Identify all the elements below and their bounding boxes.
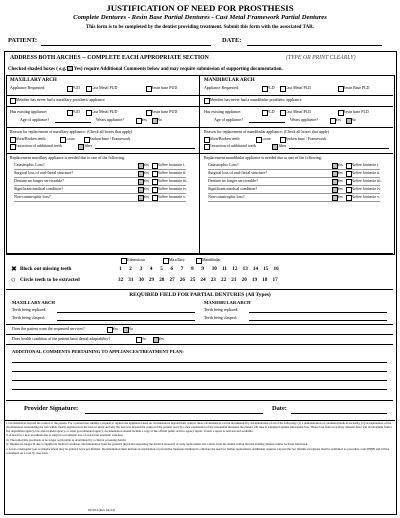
max-resin-base-label: Resin base PUD	[151, 85, 178, 90]
mand-question-4-yes-label: Yes	[337, 186, 343, 191]
max-other-field[interactable]	[95, 148, 195, 149]
mand-worn-label: Worn/Broken teeth	[209, 136, 240, 141]
max-question-2-footnote-ref: See footnote ii.	[162, 170, 187, 175]
max-broken-label: Broken base / Framework	[89, 136, 131, 141]
signature-field[interactable]	[85, 413, 263, 414]
max-clasped-field[interactable]	[57, 320, 195, 321]
mand-question-1-footnote-ref: See footnote i.	[356, 162, 380, 167]
arches-divider	[199, 75, 200, 253]
mand-question-4-label: Significant medical condition?	[208, 186, 258, 191]
tooth-32[interactable]: 32	[118, 277, 124, 283]
divider	[6, 289, 393, 290]
tooth-21[interactable]: 21	[231, 277, 237, 283]
mand-question-2-label: Surgical loss of oral-facial structure?	[208, 170, 268, 175]
mand-broken-label: Broken base / Framework	[285, 136, 327, 141]
tooth-6[interactable]: 6	[170, 266, 174, 272]
patient-field[interactable]	[41, 45, 211, 46]
mandibular-title: MANDIBULAR ARCH	[204, 78, 255, 83]
form-subtitle: Complete Dentures - Resin Base Partial Dentures - Cast Metal Framework Partial Dentures	[73, 14, 327, 21]
mand-never-had-label: Member has never had a mandibular prosthetic appliance	[210, 97, 302, 102]
tooth-23[interactable]: 23	[210, 277, 216, 283]
tooth-9[interactable]: 9	[201, 266, 204, 272]
max-question-4-label: Significant medical condition?	[14, 186, 64, 191]
tooth-25[interactable]: 25	[190, 277, 196, 283]
max-question-1-label: Catastrophic Loss?	[14, 162, 45, 167]
divider	[6, 400, 393, 401]
mand-existing-cast-label: Cast Metal PLD	[285, 109, 311, 114]
max-appliance-requested: Appliance Requested:	[10, 85, 46, 90]
comments-heading: ADDITIONAL COMMENTS PERTAINING TO APPLIANCES/TREATMENT PLAN:	[12, 349, 184, 354]
max-reason-label: Reason for replacement of maxillary appliance: (Check all boxes that apply)	[10, 129, 133, 134]
max-extraction-label: Extraction of additional teeth	[15, 143, 62, 148]
section-heading: ADDRESS BOTH ARCHES -- COMPLETE EACH APPROPRIATE SECTION	[10, 55, 209, 61]
mand-wears-no-label: No	[351, 117, 356, 122]
footnote-5: v. A non-catastrophic loss or misplacement may be granted twice per lifetime. Documentation must include an explanation of preventive measures instituted to alleviate the need for further replacement. Additional requests, beyond the two lifetime exceptions shall be submitted as procedure code D5899 and will be considered on a case by case basis.	[6, 446, 390, 455]
partial-mand-title: MANDIBULAR ARCH	[204, 300, 251, 305]
section-heading-note: (TYPE OR PRINT CLEARLY)	[286, 55, 356, 61]
signature-label: Provider Signature:	[24, 405, 79, 412]
partial-heading: REQUIRED FIELD FOR PARTIAL DENTURES (All Types)	[129, 292, 271, 298]
mand-question-1-label: Catastrophic Loss?	[208, 162, 239, 167]
tooth-15[interactable]: 15	[263, 266, 269, 272]
tooth-7[interactable]: 7	[180, 266, 184, 272]
mand-question-5-yes-label: Yes	[337, 194, 343, 199]
mandibular-checkbox[interactable]	[196, 258, 202, 264]
tooth-18[interactable]: 18	[262, 277, 268, 283]
mand-resin-base-label: Resin Base PLD	[343, 85, 370, 90]
comment-line[interactable]	[12, 380, 387, 381]
row-divider	[14, 201, 186, 202]
mand-replaced-field[interactable]	[249, 312, 387, 313]
max-age-field[interactable]	[55, 122, 91, 123]
mand-question-3-yes-label: Yes	[337, 178, 343, 183]
maxillary-title: MAXILLARY ARCH	[10, 78, 57, 83]
tooth-31[interactable]: 31	[128, 277, 134, 283]
footnote-4: iv. Denture no longer fit due to significant medical condition. Documentation from the patient's physician supporting the medical necessity of early replacement and a letter from the dentist stating that the existing denture cannot be made functional.	[6, 442, 309, 447]
divider	[6, 334, 393, 335]
max-replaced-field[interactable]	[57, 312, 195, 313]
mand-never-had-checkbox[interactable]	[204, 98, 210, 104]
health-yes-label: Yes	[158, 336, 164, 341]
mand-question-3-footnote-ref: See footnote iii.	[356, 178, 382, 183]
max-replacement-label: Replacement maxillary appliance is needed due to one of the following:	[10, 155, 126, 160]
mand-age-field[interactable]	[249, 122, 285, 123]
max-clasped-label: Teeth being clasped:	[12, 315, 45, 320]
mand-appliance-requested: Appliance Requested:	[204, 85, 240, 90]
divider	[6, 344, 393, 345]
tooth-24[interactable]: 24	[200, 277, 206, 283]
tooth-26[interactable]: 26	[179, 277, 185, 283]
form-instruction: This form is to be completed by the dentist providing treatment. Submit this form with the associated TAR.	[85, 25, 315, 30]
mand-loose-label: Loose	[261, 136, 271, 141]
footnotes	[6, 422, 393, 456]
max-question-5-footnote-ref: See footnote v.	[162, 194, 186, 199]
mand-has-existing: Has existing appliance:	[204, 109, 242, 114]
signature-date-field[interactable]	[291, 413, 387, 414]
wants-no-label: No	[128, 326, 133, 331]
mand-question-4-no-label: No	[351, 186, 356, 191]
block-out-label: Block out missing teeth	[20, 266, 72, 272]
footnote-3: iii. The removable prosthesis is no longer serviceable as determined by a clinical screening dentist.	[6, 437, 127, 442]
partial-max-title: MAXILLARY ARCH	[12, 300, 55, 305]
max-question-3-footnote-ref: See footnote iii.	[162, 178, 188, 183]
mand-existing-fld-label: FLD	[267, 109, 275, 114]
edentulous-label: Edentulous	[127, 257, 145, 262]
footnote-2: ii. A need for a new prosthesis due to surgical or traumatic loss of oral-facial anatomic structure.	[6, 433, 124, 438]
mand-other-label: Other	[277, 143, 287, 148]
max-existing-cast-label: Cast Metal PUD	[91, 109, 118, 114]
max-cast-metal-label: Cast Metal PUD	[91, 85, 118, 90]
divider	[6, 253, 393, 254]
tooth-12[interactable]: 12	[232, 266, 238, 272]
patient-label: PATIENT:	[8, 37, 38, 44]
form-number: DC054 (Rev 02/24)	[88, 508, 115, 512]
divider	[6, 106, 199, 107]
max-age-label: Age of appliance?	[20, 117, 50, 122]
max-question-1-no-label: No	[157, 162, 162, 167]
comment-line[interactable]	[12, 371, 387, 372]
max-wears-yes-label: Yes	[141, 117, 147, 122]
mandibular-label: Mandibular	[202, 257, 221, 262]
comment-line[interactable]	[12, 362, 387, 363]
comment-line[interactable]	[12, 389, 387, 390]
mand-question-1-no-label: No	[351, 162, 356, 167]
tooth-13[interactable]: 13	[242, 266, 248, 272]
shaded-checkbox-example	[67, 66, 72, 71]
mand-existing-resin-label: Resin base PLD	[343, 109, 369, 114]
max-question-3-yes-label: Yes	[143, 178, 149, 183]
tooth-27[interactable]: 27	[169, 277, 175, 283]
max-worn-label: Worn/Broken teeth	[15, 136, 46, 141]
max-never-had-label: Member has never had a maxillary prosthetic appliance	[16, 97, 105, 102]
max-wears-label: Wears appliance?	[96, 117, 124, 122]
max-question-2-yes-label: Yes	[143, 170, 149, 175]
max-replaced-label: Teeth being replaced:	[12, 307, 47, 312]
max-question-5-yes-label: Yes	[143, 194, 149, 199]
max-question-5-label: Non-catastrophic loss?	[14, 194, 51, 199]
mand-wears-yes-label: Yes	[335, 117, 341, 122]
footnote-1: i. Circumstances beyond the control of the patient. For a patient that submits a request to replace the appliance based on circumstances beyond their control, those circumstances can be documented by documentation of all of the following: (1) a demonstration of continued medical necessity, (2) an explanation of the circumstances surrounding the loss which clearly explains how the loss occurred and why the loss was beyond the control of the patient; and (3) a clear explanation of the reasonable measures the patient will take to safeguard against subsequent loss. Where loss from an activity wherein there was involvement from a fire department agency, law enforcement agency, or other governmental agency, documentation should include a copy of the official public service agency report, if such a report is relevant and available.	[6, 421, 393, 433]
max-never-had-checkbox[interactable]	[10, 98, 16, 104]
mand-question-3-no-label: No	[351, 178, 356, 183]
circle-label: Circle teeth to be extracted	[20, 277, 80, 283]
mand-question-3-label: Denture no longer serviceable?	[208, 178, 258, 183]
divider	[199, 95, 393, 96]
max-question-5-no-label: No	[157, 194, 162, 199]
tooth-2[interactable]: 2	[129, 266, 132, 272]
divider	[6, 95, 199, 96]
max-question-3-no-label: No	[157, 178, 162, 183]
max-fud-label: FUD	[72, 85, 81, 90]
tooth-1[interactable]: 1	[119, 266, 122, 272]
max-question-2-no-label: No	[157, 170, 162, 175]
tooth-11[interactable]: 11	[222, 266, 227, 272]
tooth-4[interactable]: 4	[149, 266, 153, 272]
mand-question-1-yes-label: Yes	[337, 162, 343, 167]
tooth-29[interactable]: 29	[148, 277, 155, 283]
max-question-1-yes-label: Yes	[143, 162, 149, 167]
mand-reason-label: Reason for replacement of mandibular appliance: (Check all boxes that apply)	[204, 129, 330, 134]
tooth-16[interactable]: 16	[273, 266, 279, 272]
mand-question-2-no-label: No	[351, 170, 356, 175]
mand-extraction-label: Extraction of additional teeth	[209, 143, 256, 148]
edentulous-checkbox[interactable]	[121, 258, 127, 264]
tooth-10[interactable]: 10	[211, 266, 217, 272]
mand-age-label: Age of appliance?	[214, 117, 244, 122]
max-question-4-footnote-ref: See footnote iv.	[162, 186, 187, 191]
divider	[199, 106, 393, 107]
tooth-19[interactable]: 19	[251, 277, 258, 283]
mand-question-2-footnote-ref: See footnote ii.	[356, 170, 381, 175]
date-label: DATE:	[222, 37, 242, 44]
max-loose-label: Loose	[65, 136, 75, 141]
wants-yes-label: Yes	[112, 326, 118, 331]
circle-icon: ○	[11, 275, 16, 284]
row-divider	[208, 201, 380, 202]
tooth-8[interactable]: 8	[191, 266, 194, 272]
mand-replaced-label: Teeth being replaced:	[204, 307, 239, 312]
mand-clasped-label: Teeth being clasped:	[204, 315, 237, 320]
max-question-4-yes-label: Yes	[143, 186, 149, 191]
tooth-14[interactable]: 14	[252, 266, 259, 272]
mand-question-5-no-label: No	[351, 194, 356, 199]
tooth-5[interactable]: 5	[160, 266, 163, 272]
mand-question-4-footnote-ref: See footnote iv.	[356, 186, 381, 191]
max-existing-resin-label: Resin base PUD	[151, 109, 178, 114]
mand-question-5-label: Non-catastrophic loss?	[208, 194, 245, 199]
max-question-3-label: Denture no longer serviceable?	[14, 178, 64, 183]
divider	[6, 127, 199, 128]
mand-cast-metal-label: Cast Metal PLD	[285, 85, 311, 90]
health-limit-question: Does health condition of the patient limit dental adaptability?	[12, 336, 111, 341]
divider	[6, 324, 393, 325]
divider	[6, 153, 393, 154]
max-other-label: Other	[83, 143, 93, 148]
tooth-30[interactable]: 30	[138, 277, 144, 283]
form-title: JUSTIFICATION OF NEED FOR PROSTHESIS	[106, 3, 294, 13]
max-has-existing: Has existing appliance:	[10, 109, 48, 114]
mand-question-2-yes-label: Yes	[337, 170, 343, 175]
tooth-22[interactable]: 22	[221, 277, 227, 283]
max-question-4-no-label: No	[157, 186, 162, 191]
mand-question-5-footnote-ref: See footnote v.	[356, 194, 380, 199]
block-out-icon: ✖	[11, 265, 17, 273]
date-field[interactable]	[247, 45, 382, 46]
max-existing-fud-label: FUD	[72, 109, 81, 114]
tooth-20[interactable]: 20	[241, 277, 247, 283]
mand-replacement-label: Replacement mandibular appliance is needed due to one of the following:	[204, 155, 322, 160]
divider	[199, 127, 393, 128]
signature-date-label: Date:	[272, 405, 287, 412]
health-no-label: No	[141, 336, 146, 341]
mand-other-field[interactable]	[289, 148, 389, 149]
maxillary-label: Maxillary	[169, 257, 185, 262]
mand-fld-label: FLD	[267, 85, 275, 90]
max-question-2-label: Surgical loss of oral-facial structure?	[14, 170, 74, 175]
tooth-17[interactable]: 17	[272, 277, 278, 283]
max-question-1-footnote-ref: See footnote i.	[162, 162, 186, 167]
tooth-3[interactable]: 3	[139, 266, 143, 272]
mand-clasped-field[interactable]	[249, 320, 387, 321]
wants-services-question: Does the patient want the requested services?	[12, 326, 85, 331]
mand-wears-label: Wears appliance?	[290, 117, 318, 122]
maxillary-checkbox[interactable]	[163, 258, 169, 264]
max-wears-no-label: No	[157, 117, 162, 122]
checked-note: Checked shaded boxes ( e.g. Yes) require Additional Comments below and may require submission of supporting documentation.	[8, 66, 283, 72]
tooth-28[interactable]: 28	[159, 277, 165, 283]
